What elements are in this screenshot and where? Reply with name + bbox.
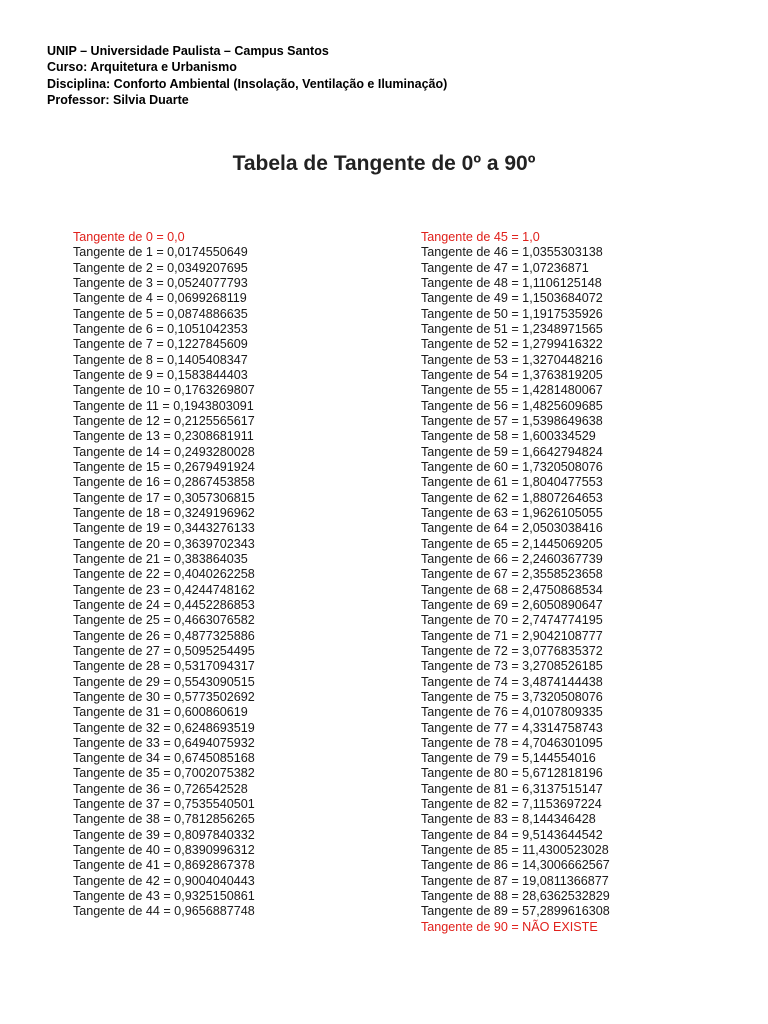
tangent-row: Tangente de 83 = 8,144346428 xyxy=(421,812,596,827)
tangent-row: Tangente de 23 = 0,4244748162 xyxy=(73,582,255,597)
tangent-row: Tangente de 28 = 0,5317094317 xyxy=(73,659,255,674)
tangent-row: Tangente de 87 = 19,0811366877 xyxy=(421,873,609,888)
tangent-row: Tangente de 69 = 2,6050890647 xyxy=(421,597,603,612)
tangent-row: Tangente de 79 = 5,144554016 xyxy=(421,751,596,766)
tangent-list-left xyxy=(73,230,255,920)
tangent-row: Tangente de 13 = 0,2308681911 xyxy=(73,429,254,444)
document-header xyxy=(47,43,447,108)
professor-line: Professor: Silvia Duarte xyxy=(47,92,189,107)
tangent-row: Tangente de 77 = 4,3314758743 xyxy=(421,720,603,735)
tangent-row: Tangente de 39 = 0,8097840332 xyxy=(73,827,255,842)
tangent-row: Tangente de 48 = 1,1106125148 xyxy=(421,275,602,290)
tangent-row: Tangente de 22 = 0,4040262258 xyxy=(73,567,255,582)
tangent-row: Tangente de 42 = 0,9004040443 xyxy=(73,873,255,888)
tangent-row: Tangente de 44 = 0,9656887748 xyxy=(73,904,255,919)
tangent-list-right xyxy=(421,230,610,935)
tangent-row: Tangente de 12 = 0,2125565617 xyxy=(73,413,255,428)
tangent-row: Tangente de 21 = 0,383864035 xyxy=(73,551,248,566)
tangent-row: Tangente de 82 = 7,1153697224 xyxy=(421,797,602,812)
tangent-row: Tangente de 85 = 11,4300523028 xyxy=(421,843,609,858)
tangent-row: Tangente de 32 = 0,6248693519 xyxy=(73,720,255,735)
tangent-row: Tangente de 19 = 0,3443276133 xyxy=(73,521,255,536)
tangent-row: Tangente de 34 = 0,6745085168 xyxy=(73,751,255,766)
tangent-row: Tangente de 57 = 1,5398649638 xyxy=(421,413,603,428)
tangent-row: Tangente de 80 = 5,6712818196 xyxy=(421,766,603,781)
tangent-row: Tangente de 43 = 0,9325150861 xyxy=(73,889,255,904)
tangent-row: Tangente de 16 = 0,2867453858 xyxy=(73,475,255,490)
tangent-row: Tangente de 56 = 1,4825609685 xyxy=(421,398,603,413)
tangent-row: Tangente de 29 = 0,5543090515 xyxy=(73,674,255,689)
tangent-row: Tangente de 5 = 0,0874886635 xyxy=(73,306,248,321)
tangent-row: Tangente de 78 = 4,7046301095 xyxy=(421,735,603,750)
tangent-row: Tangente de 3 = 0,0524077793 xyxy=(73,275,248,290)
tangent-row: Tangente de 51 = 1,2348971565 xyxy=(421,321,603,336)
discipline-line: Disciplina: Conforto Ambiental (Insolação, Ventilação e Iluminação) xyxy=(47,76,448,91)
tangent-row: Tangente de 33 = 0,6494075932 xyxy=(73,735,255,750)
tangent-row: Tangente de 26 = 0,4877325886 xyxy=(73,628,255,643)
tangent-row: Tangente de 67 = 2,3558523658 xyxy=(421,567,603,582)
tangent-row: Tangente de 1 = 0,0174550649 xyxy=(73,245,248,260)
tangent-row: Tangente de 58 = 1,600334529 xyxy=(421,429,596,444)
tangent-row: Tangente de 62 = 1,8807264653 xyxy=(421,490,603,505)
tangent-row: Tangente de 35 = 0,7002075382 xyxy=(73,766,255,781)
institution-line: UNIP – Universidade Paulista – Campus Santos xyxy=(47,44,329,58)
tangent-row: Tangente de 14 = 0,2493280028 xyxy=(73,444,255,459)
tangent-row: Tangente de 46 = 1,0355303138 xyxy=(421,245,603,260)
tangent-row: Tangente de 45 = 1,0 xyxy=(421,230,540,244)
tangent-row: Tangente de 40 = 0,8390996312 xyxy=(73,843,255,858)
tangent-row: Tangente de 9 = 0,1583844403 xyxy=(73,367,248,382)
tangent-row: Tangente de 59 = 1,6642794824 xyxy=(421,444,603,459)
tangent-row: Tangente de 84 = 9,5143644542 xyxy=(421,827,603,842)
tangent-row: Tangente de 55 = 1,4281480067 xyxy=(421,383,603,398)
tangent-row: Tangente de 61 = 1,8040477553 xyxy=(421,475,603,490)
tangent-row: Tangente de 38 = 0,7812856265 xyxy=(73,812,255,827)
tangent-row: Tangente de 72 = 3,0776835372 xyxy=(421,643,603,658)
tangent-row: Tangente de 86 = 14,3006662567 xyxy=(421,858,610,873)
tangent-row: Tangente de 24 = 0,4452286853 xyxy=(73,597,255,612)
tangent-row: Tangente de 49 = 1,1503684072 xyxy=(421,291,603,306)
tangent-row: Tangente de 60 = 1,7320508076 xyxy=(421,459,603,474)
tangent-row: Tangente de 70 = 2,7474774195 xyxy=(421,613,603,628)
tangent-row: Tangente de 8 = 0,1405408347 xyxy=(73,352,248,367)
tangent-row: Tangente de 15 = 0,2679491924 xyxy=(73,459,255,474)
tangent-row: Tangente de 31 = 0,600860619 xyxy=(73,705,248,720)
tangent-row: Tangente de 54 = 1,3763819205 xyxy=(421,367,603,382)
tangent-row: Tangente de 65 = 2,1445069205 xyxy=(421,536,603,551)
tangent-row: Tangente de 20 = 0,3639702343 xyxy=(73,536,255,551)
tangent-row: Tangente de 4 = 0,0699268119 xyxy=(73,291,247,306)
tangent-row: Tangente de 53 = 1,3270448216 xyxy=(421,352,603,367)
course-line: Curso: Arquitetura e Urbanismo xyxy=(47,60,237,75)
tangent-row: Tangente de 50 = 1,1917535926 xyxy=(421,306,603,321)
tangent-row: Tangente de 6 = 0,1051042353 xyxy=(73,321,248,336)
tangent-row: Tangente de 63 = 1,9626105055 xyxy=(421,505,603,520)
tangent-row: Tangente de 90 = NÃO EXISTE xyxy=(421,919,598,934)
tangent-row: Tangente de 66 = 2,2460367739 xyxy=(421,551,603,566)
tangent-row: Tangente de 88 = 28,6362532829 xyxy=(421,889,610,904)
tangent-row: Tangente de 73 = 3,2708526185 xyxy=(421,659,603,674)
tangent-row: Tangente de 47 = 1,07236871 xyxy=(421,260,589,275)
page-title: Tabela de Tangente de 0º a 90º xyxy=(232,152,536,175)
tangent-row: Tangente de 71 = 2,9042108777 xyxy=(421,628,603,643)
tangent-row: Tangente de 27 = 0,5095254495 xyxy=(73,643,255,658)
tangent-row: Tangente de 74 = 3,4874144438 xyxy=(421,674,603,689)
tangent-row: Tangente de 2 = 0,0349207695 xyxy=(73,260,248,275)
tangent-row: Tangente de 36 = 0,726542528 xyxy=(73,781,248,796)
tangent-row: Tangente de 17 = 0,3057306815 xyxy=(73,490,255,505)
tangent-row: Tangente de 11 = 0,1943803091 xyxy=(73,398,254,413)
tangent-row: Tangente de 81 = 6,3137515147 xyxy=(421,781,603,796)
tangent-row: Tangente de 89 = 57,2899616308 xyxy=(421,904,610,919)
tangent-row: Tangente de 37 = 0,7535540501 xyxy=(73,797,255,812)
tangent-row: Tangente de 64 = 2,0503038416 xyxy=(421,521,603,536)
tangent-row: Tangente de 68 = 2,4750868534 xyxy=(421,582,603,597)
tangent-row: Tangente de 52 = 1,2799416322 xyxy=(421,337,603,352)
tangent-row: Tangente de 0 = 0,0 xyxy=(73,230,185,244)
tangent-row: Tangente de 7 = 0,1227845609 xyxy=(73,337,248,352)
tangent-row: Tangente de 76 = 4,0107809335 xyxy=(421,705,603,720)
tangent-row: Tangente de 41 = 0,8692867378 xyxy=(73,858,255,873)
tangent-row: Tangente de 10 = 0,1763269807 xyxy=(73,383,255,398)
tangent-row: Tangente de 18 = 0,3249196962 xyxy=(73,505,255,520)
tangent-row: Tangente de 75 = 3,7320508076 xyxy=(421,689,603,704)
tangent-row: Tangente de 30 = 0,5773502692 xyxy=(73,689,255,704)
tangent-row: Tangente de 25 = 0,4663076582 xyxy=(73,613,255,628)
